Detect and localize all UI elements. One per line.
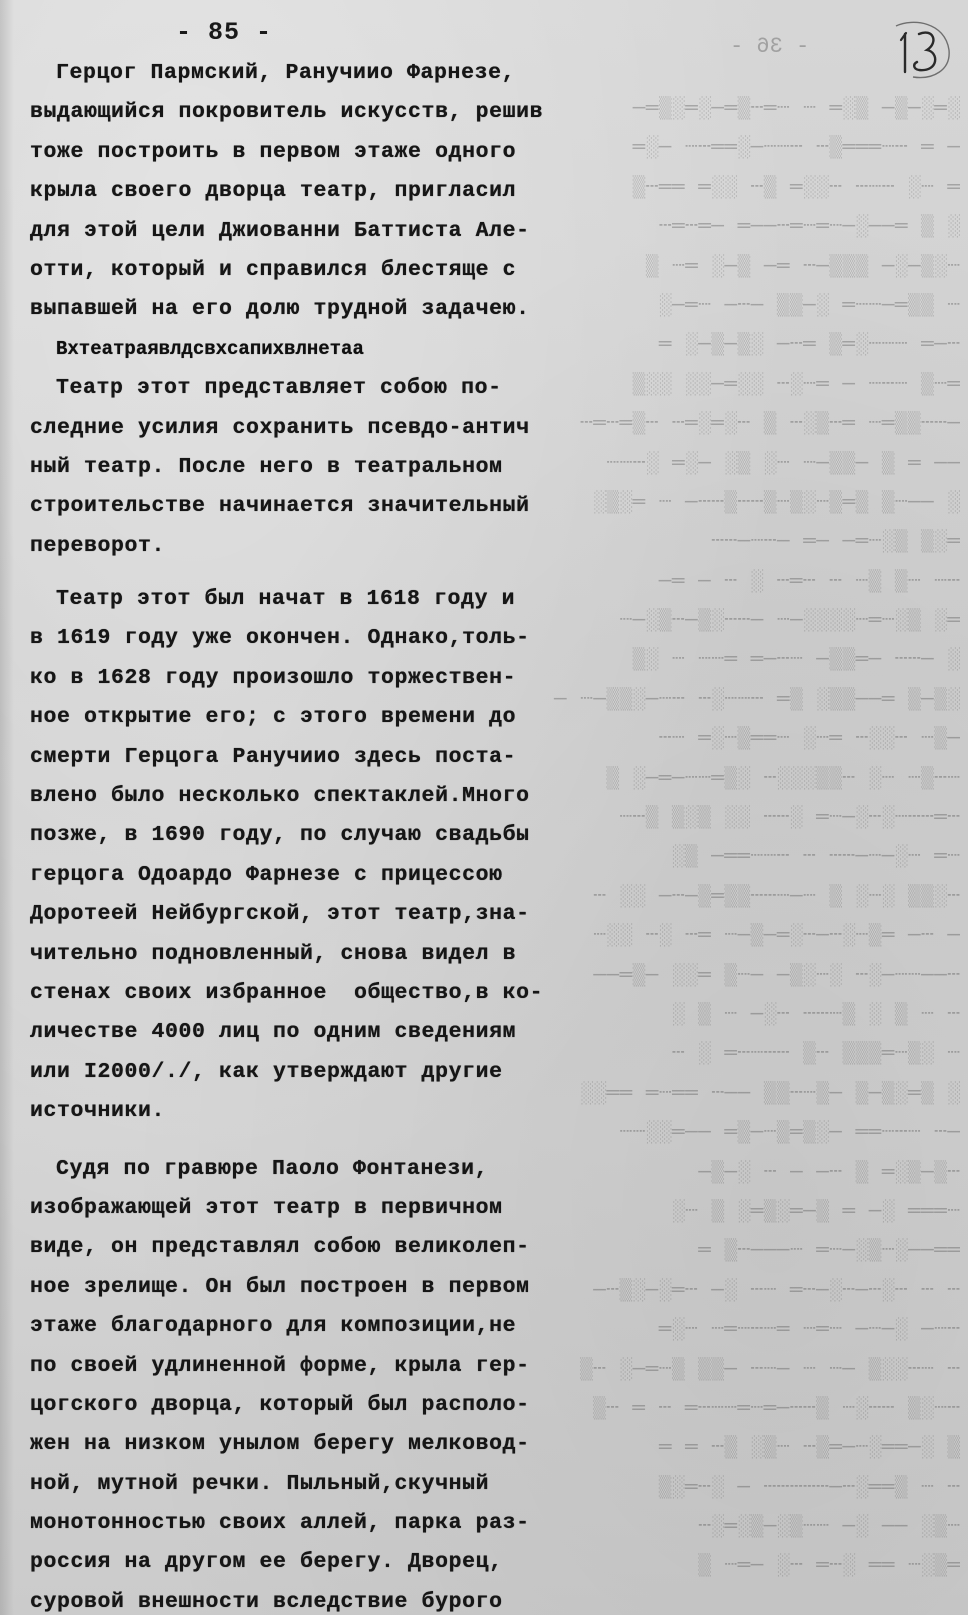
bleed-through-line: ┄──┈┈─░┄ ░┈░▒─ ─┈▒ ═░░ ─▒═──: [592, 964, 960, 988]
bleed-through-line: ┈▒░ ── ░─ ┈┈▒░─▒░═░┄: [697, 1516, 960, 1540]
bleed-through-line: ┄┈ ┈▒ ▒┈ ┄ ┄═┄ ░ ┄ ─ ═─: [658, 570, 960, 594]
bleed-through-line: ░ ─┄┄ ─═▒▒─ ┈┄─═ ═┈┈ ┈ ░▒: [632, 649, 960, 673]
bleed-through-line: ┄ ┈ ▒══░┄─┄┄┄┄┄ ─ ░┄═░▒: [658, 1476, 960, 1500]
text-line: следние усилия сохранить псевдо-антич: [30, 415, 530, 440]
bleed-through-line: ─▒┈ ┄░░┄ ═┈░ ┈══▒┈░═ ┈┄: [658, 728, 960, 752]
text-line: крыла своего дворца театр, пригласил: [30, 179, 517, 204]
text-line: Доротеей Нейбургской, этот театр,зна-: [30, 902, 530, 927]
text-line: отти, который и справился блестяще с: [30, 257, 517, 282]
text-line: смерти Герцога Ранучиио здесь поста-: [30, 744, 517, 769]
text-line: по своей удлиненной форме, крыла гер-: [30, 1353, 530, 1378]
text-line: ной, мутной речки. Пыльный,скучный: [30, 1471, 490, 1496]
bleed-through-line: ░ ▒═░▒─▒ ─▒┈┄▒▒ ──┄ ══┈═ ══░░: [579, 1082, 960, 1106]
text-line: суровой внешности вследствие бурого: [30, 1589, 503, 1614]
bleed-through-line: ═░▒ ▒░┈═─ ─═ ─┄┈─┄┄: [710, 531, 960, 555]
text-line: строительстве начинается значительный: [30, 494, 530, 519]
text-line: Герцог Пармский, Ранучиио Фарнезе,: [56, 61, 516, 85]
bleed-through-line: ┈═══ ░─ ═ ▒─═░▒═░ ▒ ┈░: [671, 1200, 960, 1224]
bleed-through-line: ── ═ ▒ ─▒▒─┈ ┈░ ▒░ ─░═ ░┄┈┈: [606, 452, 960, 476]
bleed-through-line: ─┄┄▒▒═┈ ═┄▒░┄ ▒ ┄░═░═┄ ┄▒═┄═┄: [579, 413, 960, 437]
bleed-through-line: ┄─═ ┈┈┈░═▒ ═┄─ ░▒─▒─░ ═: [658, 334, 960, 358]
bleed-through-line: ░ ──┈▒ ▒═▒┈░▒┈▒┄┄▒┄┄─ ┈ ═░▒░: [592, 491, 960, 515]
bleed-through-line: ┄ ┈┄░░▒ ─┈ ┈ ─┈┄ ─▒▒ ▒┈═─░ ┄▒: [579, 1358, 960, 1382]
bleed-through-line: ┄═┄┄┈░┄░─┈═ ░┄┄ ░░ ▒░▒ ▒┄┈: [618, 807, 960, 831]
text-line: стенах своих избранное общество,в ко-: [30, 980, 544, 1005]
bleed-through-line: ░═░─▒─ ▒░═ ┈ ┈═┄▒═─░═░▒═─: [632, 98, 960, 121]
text-line: Судя по гравюре Паоло Фонтанези,: [56, 1156, 489, 1181]
typewritten-body: [30, 54, 544, 1615]
bleed-through-line: ░ ▒ ═──░─┈═┈═┄──═ ─═┄═┄: [658, 216, 960, 240]
text-line: россия на другом ее берегу. Дворец,: [30, 1550, 503, 1575]
bleed-through-page-number: - 36 -: [730, 34, 810, 59]
text-line: герцога Одоардо Фарнезе с прицессою: [30, 862, 503, 887]
text-line: в 1619 году уже окончен. Однако,толь-: [30, 626, 530, 651]
text-line: изображающей этот театр в первичном: [30, 1195, 503, 1220]
text-line: этаже благодарного для композиции,не: [30, 1314, 517, 1339]
bleed-through-line: ▒ ░─══░┈─═▒┄ ┈▒░ ▒┄ ═ ═: [658, 1437, 960, 1461]
text-line: влено было несколько спектаклей.Много: [30, 784, 530, 809]
text-line: монотонностью своих аллей, парка раз-: [30, 1511, 530, 1536]
bleed-through-line: ┄┈░▒ ┄┄░┈ ▒┄┄─═┈═┈┈┄═ ┄ ═ ┄▒: [592, 1397, 960, 1421]
text-line: чительно подновленный, снова видел в: [30, 941, 517, 966]
text-line: Театр этот был начат в 1618 году и: [56, 587, 516, 612]
struck-out-line: Вхтеатраявлдсвхсапихвлнетаа: [56, 337, 364, 360]
text-line: источники.: [30, 1099, 166, 1124]
text-line: тоже построить в первом этаже одного: [30, 139, 517, 164]
text-line: жен на низком унылом берегу мелковод-: [30, 1432, 530, 1457]
bleed-through-line: ─ ═ ┄┈═══▒┄ ┄┈┈─░══┄┈ ─░═: [632, 137, 960, 161]
text-line: переворот.: [30, 533, 166, 558]
text-line: выпавшей на его долю трудной задачею.: [30, 297, 530, 322]
text-line: ное открытие его; с этого времени до: [30, 705, 517, 730]
bleed-through-line: ┈ ▒▒═─┈┈═ ░─▒▒ ─┄─ ┈═─░: [658, 294, 960, 318]
bleed-through-line: ┈┄▒┈ ┈░ ┄▒▒░░░┄ ░▒═┈┈─═─░ ▒: [605, 767, 960, 791]
bleed-through-line: ═▒░┈ ══ ░┄═ ┄░ ─═┈ ▒: [697, 1555, 960, 1579]
bleed-through-line: ═░ ▒░┈═┈░░░░─┈ ─┄┄░▒─┄▒░─┈: [619, 610, 960, 634]
bleed-through-text: [520, 90, 960, 1610]
text-line: для этой цели Джиованни Баттиста Але-: [30, 218, 530, 243]
text-line: личестве 4000 лиц по одним сведениям: [30, 1020, 517, 1045]
page-edge-shadow: [0, 0, 14, 1615]
bleed-through-line: ░▒─▒ ═──▒▒░ ▒═ ┄┈┈░┄ ┄┈─░▒▒─┈ ─: [553, 688, 960, 712]
text-line: ко в 1628 году произошло торжествен-: [30, 665, 517, 690]
text-line: или I2000/./, как утверждают другие: [30, 1059, 503, 1084]
bleed-through-line: ┄ ┄ ┄░┄─┄░─┄═ ┈┄ ░─ ┄═░─░▒┄─: [592, 1279, 960, 1303]
bleed-through-line: ┈░▒─░─ ▒▒▒─┄ ═─ ▒─░ ═┈ ▒: [645, 255, 960, 279]
bleed-through-line: ┄░▒▒ ░┈░ ▒ ┈─┈┄┄▒▒═▒─┄─ ░░ ┄: [592, 885, 960, 909]
text-line: виде, он представлял собою великолеп-: [30, 1235, 530, 1260]
text-line: Театр этот представляет собою по-: [56, 376, 502, 401]
bleed-through-line: ─┄ ┈┄┈══ ─░▒═▒┈─▒═ ──═░░┈┈: [619, 1122, 960, 1146]
page-number: - 85 -: [176, 18, 273, 47]
bleed-through-line: ┈ ░▒┈═▒▒▒ ┄▒ ┄┄┈┄═ ░ ┄: [671, 1043, 960, 1067]
bleed-through-line: ═ ┈░ ┄┈┄ ┄░░═ ▒┄ ░░═ ══┄▒: [632, 176, 960, 200]
bleed-through-line: ┄ ┈ ▒ ░ ▒┈┄┄ ┄░─ ┈ ▒ ░: [671, 1003, 960, 1027]
bleed-through-line: ══──░┈▒░─┈═ ┈───┄▒ ═: [697, 1240, 960, 1264]
text-line: позже, в 1690 году, по случаю свадьбы: [30, 823, 530, 848]
text-line: ный театр. После него в театральном: [30, 454, 503, 479]
handwritten-folio-number: [893, 20, 953, 80]
bleed-through-line: ─ ┄─ ═▒┈░┄─┄░═─▒─┈ ═┄ ░┄ ░░┈: [592, 925, 960, 949]
bleed-through-line: ┄▒─▒░═ ▒ ┄─ ─ ┄ ░─▒─: [697, 1161, 960, 1185]
bleed-through-line: ═┈▒ ┈┄┈ ─ ═┈░┄ ░░═─░░ ░░▒: [632, 373, 960, 397]
bleed-through-line: ┄┈─ ░─┈─ ┈═┈ ═┈┄┈═┈ ┈░═: [658, 1319, 960, 1343]
text-line: выдающийся покровитель искусств, решив: [30, 100, 544, 125]
bleed-through-line: ┈═ ┈░─┈─┄┄ ┄ ┄┈┈══─ ▒░: [671, 846, 960, 870]
text-line: цогского дворца, который был располо-: [30, 1392, 530, 1417]
text-line: ное зрелище. Он был построен в первом: [30, 1274, 530, 1299]
